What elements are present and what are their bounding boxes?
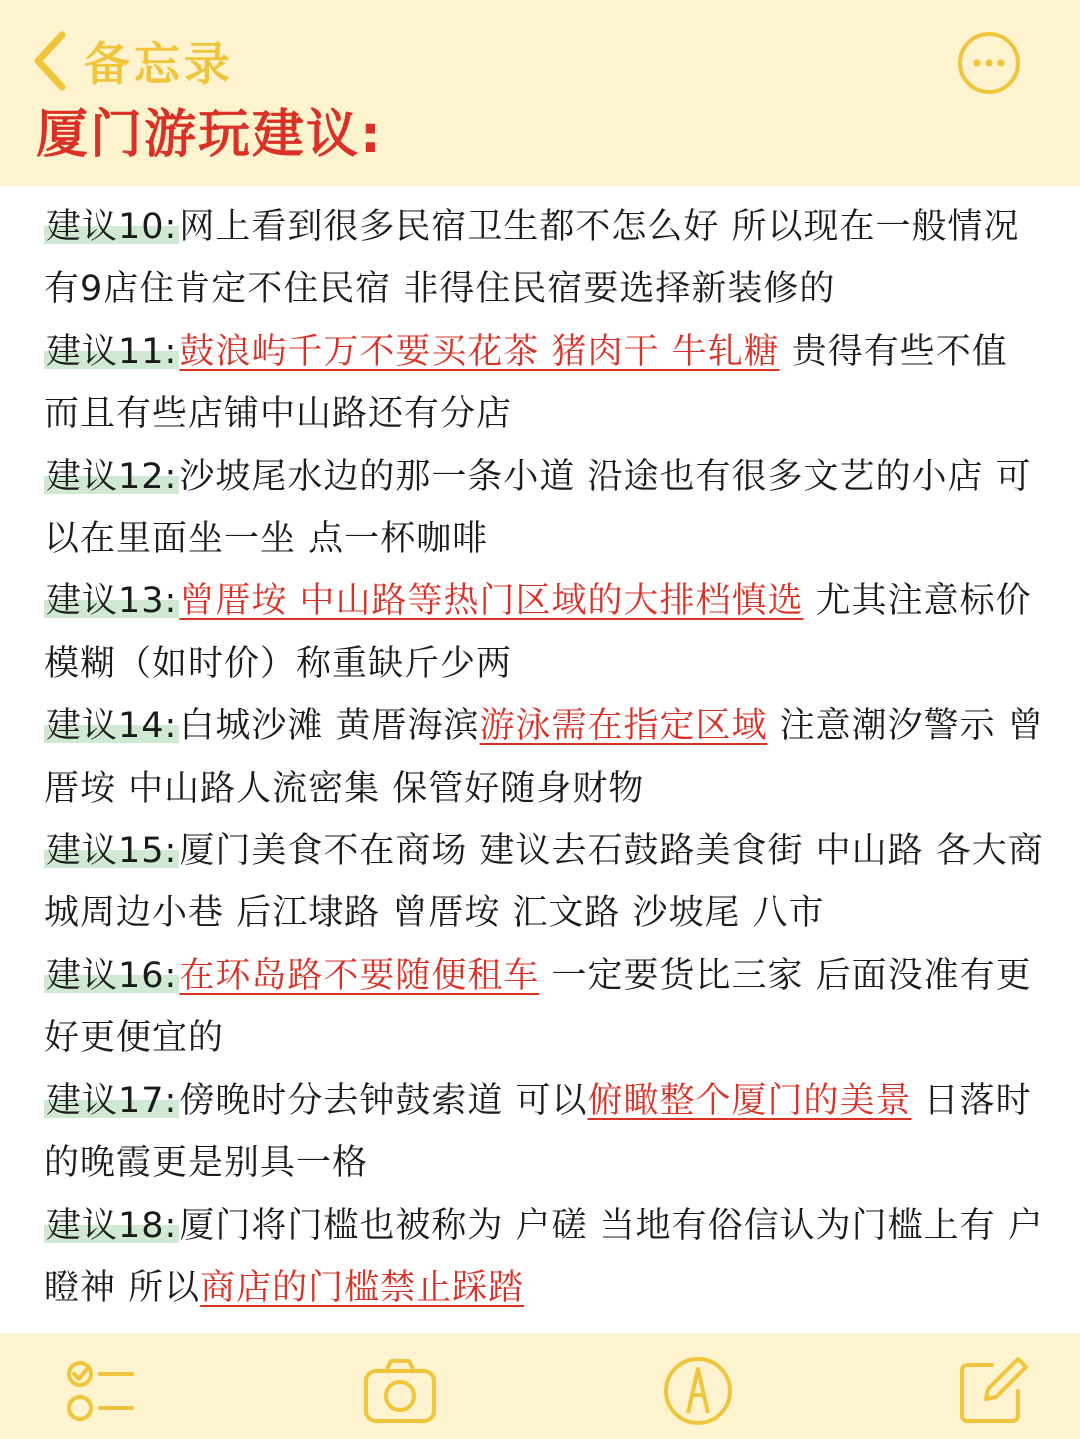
tip-text: 日落时的晚霞更是别具一格 xyxy=(44,1080,1032,1184)
back-button[interactable] xyxy=(30,26,234,96)
bottom-toolbar xyxy=(0,1333,1080,1439)
checklist-icon xyxy=(62,1351,142,1431)
tip-item xyxy=(44,1070,1044,1195)
tip-label: 建议11: xyxy=(46,331,178,372)
tip-label: 建议18: xyxy=(46,1205,178,1246)
highlighted-text: 商店的门槛禁止踩踏 xyxy=(200,1267,525,1308)
tip-label: 建议13: xyxy=(46,581,178,622)
tip-item xyxy=(44,196,1044,321)
highlighted-text: 游泳需在指定区域 xyxy=(479,706,768,747)
markup-button[interactable] xyxy=(658,1351,738,1431)
tip-label: 建议12: xyxy=(46,456,178,497)
tip-item xyxy=(44,570,1044,695)
tip-text: 厦门将门槛也被称为 户磋 当地有俗信认为门槛上有 户瞪神 所以 xyxy=(44,1205,1044,1308)
nav-bar xyxy=(0,0,1080,186)
tip-item xyxy=(44,945,1044,1070)
tip-item xyxy=(44,321,1044,446)
compose-button[interactable] xyxy=(952,1351,1032,1431)
checklist-button[interactable] xyxy=(62,1351,142,1431)
tip-text: 尤其注意标价模糊（如时价）称重缺斤少两 xyxy=(44,581,1032,684)
chevron-left-icon xyxy=(30,29,70,93)
back-label: 备忘录 xyxy=(84,37,234,91)
tip-item xyxy=(44,695,1044,820)
tip-text: 白城沙滩 黄厝海滨 xyxy=(179,706,480,747)
highlighted-text: 俯瞰整个厦门的美景 xyxy=(587,1080,912,1121)
highlighted-text: 在环岛路不要随便租车 xyxy=(179,955,540,996)
tip-text: 傍晚时分去钟鼓索道 可以 xyxy=(179,1080,588,1121)
tip-item xyxy=(44,820,1044,945)
tip-text: 贵得有些不值 而且有些店铺中山路还有分店 xyxy=(44,331,1008,435)
tip-text: 一定要货比三家 后面没准有更好更便宜的 xyxy=(44,955,1032,1059)
tip-text: 厦门美食不在商场 建议去石鼓路美食街 中山路 各大商城周边小巷 后江埭路 曾厝垵 汇文路 沙坡尾 八市 xyxy=(44,831,1044,934)
tip-label: 建议15: xyxy=(46,831,178,872)
tip-item xyxy=(44,446,1044,571)
camera-icon xyxy=(360,1351,440,1431)
note-body[interactable] xyxy=(44,196,1044,1319)
tip-label: 建议10: xyxy=(46,207,178,247)
compose-icon xyxy=(952,1351,1032,1431)
tip-text: 沙坡尾水边的那一条小道 沿途也有很多文艺的小店 可以在里面坐一坐 点一杯咖啡 xyxy=(44,456,1032,560)
more-button[interactable] xyxy=(956,30,1022,96)
highlighted-text: 鼓浪屿千万不要买花茶 猪肉干 牛轧糖 xyxy=(179,331,780,372)
tip-label: 建议16: xyxy=(46,955,178,996)
pen-icon xyxy=(658,1351,738,1431)
note-title: 厦门游玩建议: xyxy=(36,105,383,165)
tip-item xyxy=(44,1195,1044,1320)
tip-label: 建议17: xyxy=(46,1080,178,1121)
tip-text: 网上看到很多民宿卫生都不怎么好 所以现在一般情况 有9店住肯定不住民宿 非得住民宿要选择新装修的 xyxy=(44,207,1020,310)
camera-button[interactable] xyxy=(360,1351,440,1431)
more-icon xyxy=(956,30,1022,96)
highlighted-text: 曾厝垵 中山路等热门区域的大排档慎选 xyxy=(179,581,804,622)
tip-text: 注意潮汐警示 曾厝垵 中山路人流密集 保管好随身财物 xyxy=(44,706,1044,809)
tip-label: 建议14: xyxy=(46,706,178,747)
